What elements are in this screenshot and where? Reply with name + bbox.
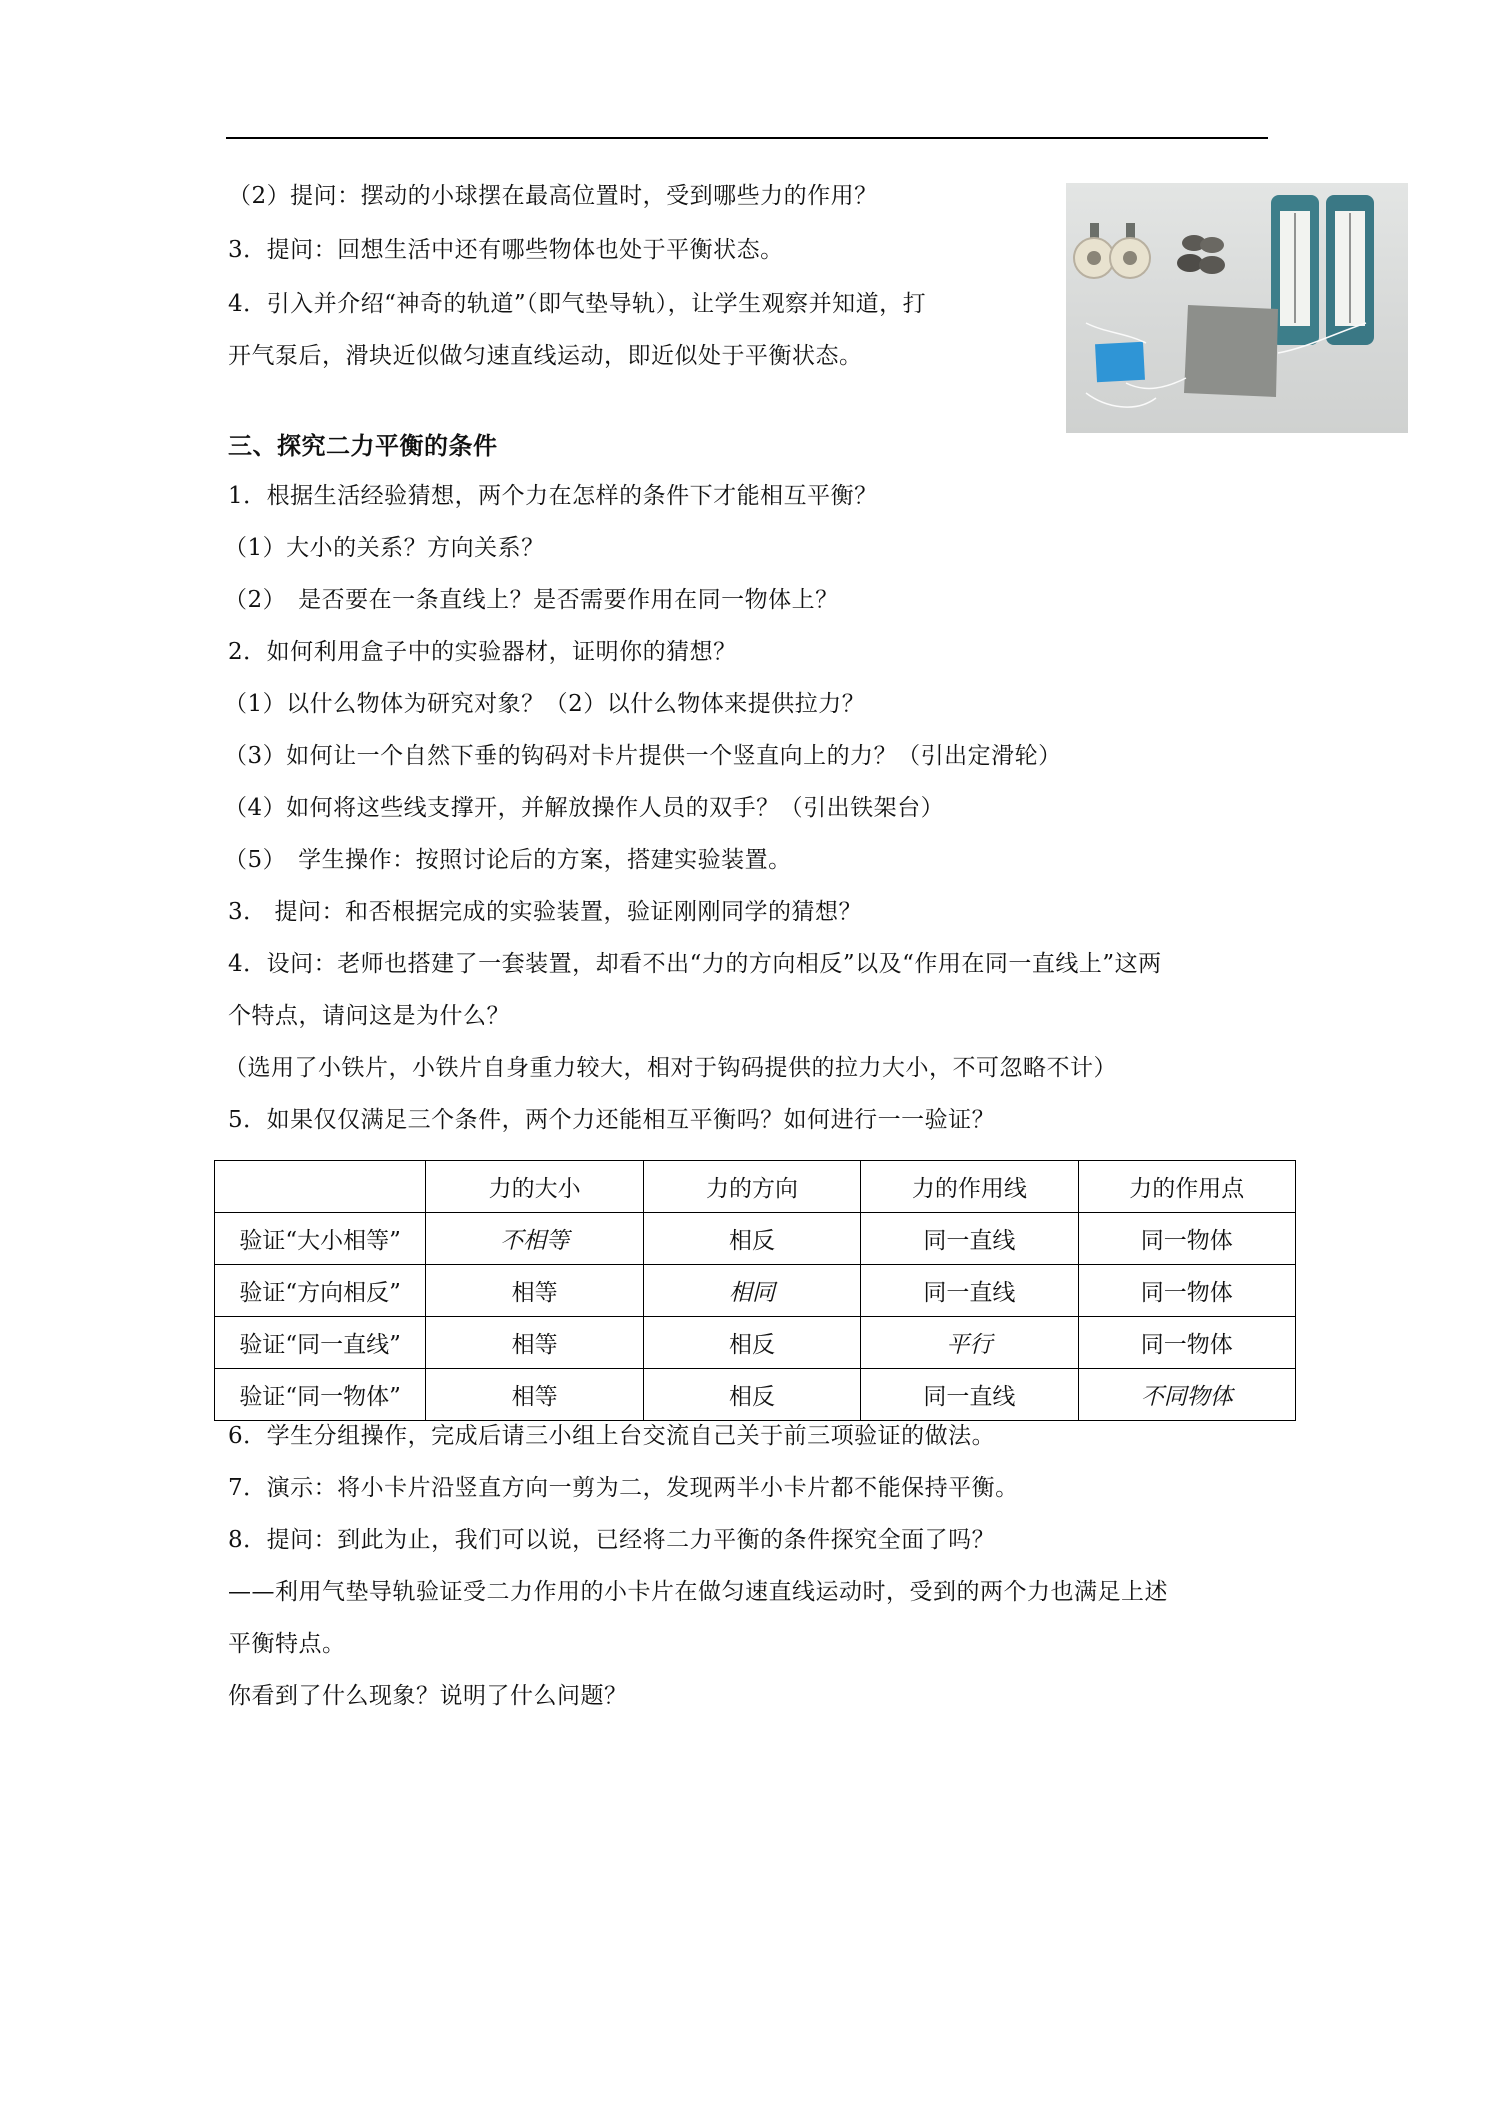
table-cell: 同一直线 — [861, 1213, 1078, 1265]
table-cell: 平行 — [861, 1317, 1078, 1369]
table-cell: 相同 — [643, 1265, 860, 1317]
text-line: （选用了小铁片，小铁片自身重力较大，相对于钩码提供的拉力大小，不可忽略不计） — [224, 1055, 1117, 1081]
table-header-cell: 力的大小 — [426, 1161, 643, 1213]
table-cell: 验证“同一物体” — [215, 1369, 426, 1421]
table-cell: 同一物体 — [1078, 1213, 1295, 1265]
table-header-cell: 力的作用点 — [1078, 1161, 1295, 1213]
table-header-cell: 力的作用线 — [861, 1161, 1078, 1213]
table-cell: 相等 — [426, 1369, 643, 1421]
header-rule — [226, 137, 1268, 139]
table-header-row — [215, 1161, 1296, 1213]
text-line: 3．提问：回想生活中还有哪些物体也处于平衡状态。 — [228, 237, 784, 263]
table-row — [215, 1369, 1296, 1421]
text-line: 1．根据生活经验猜想，两个力在怎样的条件下才能相互平衡？ — [228, 483, 878, 509]
hook-weights — [1177, 235, 1225, 274]
text-line: 你看到了什么现象？说明了什么问题？ — [228, 1683, 628, 1709]
table-cell: 验证“同一直线” — [215, 1317, 426, 1369]
table-cell: 同一物体 — [1078, 1317, 1295, 1369]
table-cell: 验证“方向相反” — [215, 1265, 426, 1317]
text-line: ——利用气垫导轨验证受二力作用的小卡片在做匀速直线运动时，受到的两个力也满足上述 — [228, 1579, 1168, 1605]
text-line: 3． 提问：和否根据完成的实验装置，验证刚刚同学的猜想？ — [228, 899, 862, 925]
text-line: （5） 学生操作：按照讨论后的方案，搭建实验装置。 — [224, 847, 792, 873]
text-line: 平衡特点。 — [228, 1631, 346, 1657]
text-line: 开气泵后，滑块近似做匀速直线运动，即近似处于平衡状态。 — [228, 343, 863, 369]
verification-table — [214, 1160, 1296, 1421]
text-line: （1）大小的关系？方向关系？ — [224, 535, 545, 561]
text-line: （3）如何让一个自然下垂的钩码对卡片提供一个竖直向上的力？（引出定滑轮） — [224, 743, 1062, 769]
table-header-cell: 力的方向 — [643, 1161, 860, 1213]
pulley-right — [1110, 223, 1150, 278]
pulley-left — [1074, 223, 1114, 278]
table-row — [215, 1317, 1296, 1369]
text-line: 个特点，请问这是为什么？ — [228, 1003, 510, 1029]
text-line: 4．设问：老师也搭建了一套装置，却看不出“力的方向相反”以及“作用在同一直线上”这两 — [228, 951, 1162, 977]
text-line: 8．提问：到此为止，我们可以说，已经将二力平衡的条件探究全面了吗？ — [228, 1527, 996, 1553]
equipment-photo-drawing — [1066, 183, 1408, 433]
text-line: 6．学生分组操作，完成后请三小组上台交流自己关于前三项验证的做法。 — [228, 1423, 996, 1449]
table-cell: 同一直线 — [861, 1265, 1078, 1317]
table-cell: 相反 — [643, 1369, 860, 1421]
table-cell: 同一直线 — [861, 1369, 1078, 1421]
blue-card — [1095, 342, 1145, 382]
table-cell: 验证“大小相等” — [215, 1213, 426, 1265]
table-cell: 相反 — [643, 1317, 860, 1369]
metal-plate — [1184, 305, 1278, 397]
text-line: （2） 是否要在一条直线上？是否需要作用在同一物体上？ — [224, 587, 839, 613]
text-line: 2．如何利用盒子中的实验器材，证明你的猜想？ — [228, 639, 737, 665]
table-cell: 不相等 — [426, 1213, 643, 1265]
text-line: （1）以什么物体为研究对象？（2）以什么物体来提供拉力？ — [224, 691, 866, 717]
text-line: （4）如何将这些线支撑开，并解放操作人员的双手？（引出铁架台） — [224, 795, 945, 821]
text-line: 4．引入并介绍“神奇的轨道”（即气垫导轨），让学生观察并知道，打 — [228, 291, 927, 317]
spring-scales — [1271, 195, 1374, 345]
table-row — [215, 1265, 1296, 1317]
table-cell: 相反 — [643, 1213, 860, 1265]
table-cell: 同一物体 — [1078, 1265, 1295, 1317]
text-line: （2）提问：摆动的小球摆在最高位置时，受到哪些力的作用？ — [228, 183, 878, 209]
table-header-cell — [215, 1161, 426, 1213]
table-row — [215, 1213, 1296, 1265]
table-cell: 相等 — [426, 1317, 643, 1369]
section-heading: 三、探究二力平衡的条件 — [228, 432, 498, 460]
equipment-photo — [1066, 183, 1408, 433]
table-cell: 相等 — [426, 1265, 643, 1317]
text-line: 5．如果仅仅满足三个条件，两个力还能相互平衡吗？如何进行一一验证？ — [228, 1107, 996, 1133]
table-cell: 不同物体 — [1078, 1369, 1295, 1421]
text-line: 7．演示：将小卡片沿竖直方向一剪为二，发现两半小卡片都不能保持平衡。 — [228, 1475, 1019, 1501]
